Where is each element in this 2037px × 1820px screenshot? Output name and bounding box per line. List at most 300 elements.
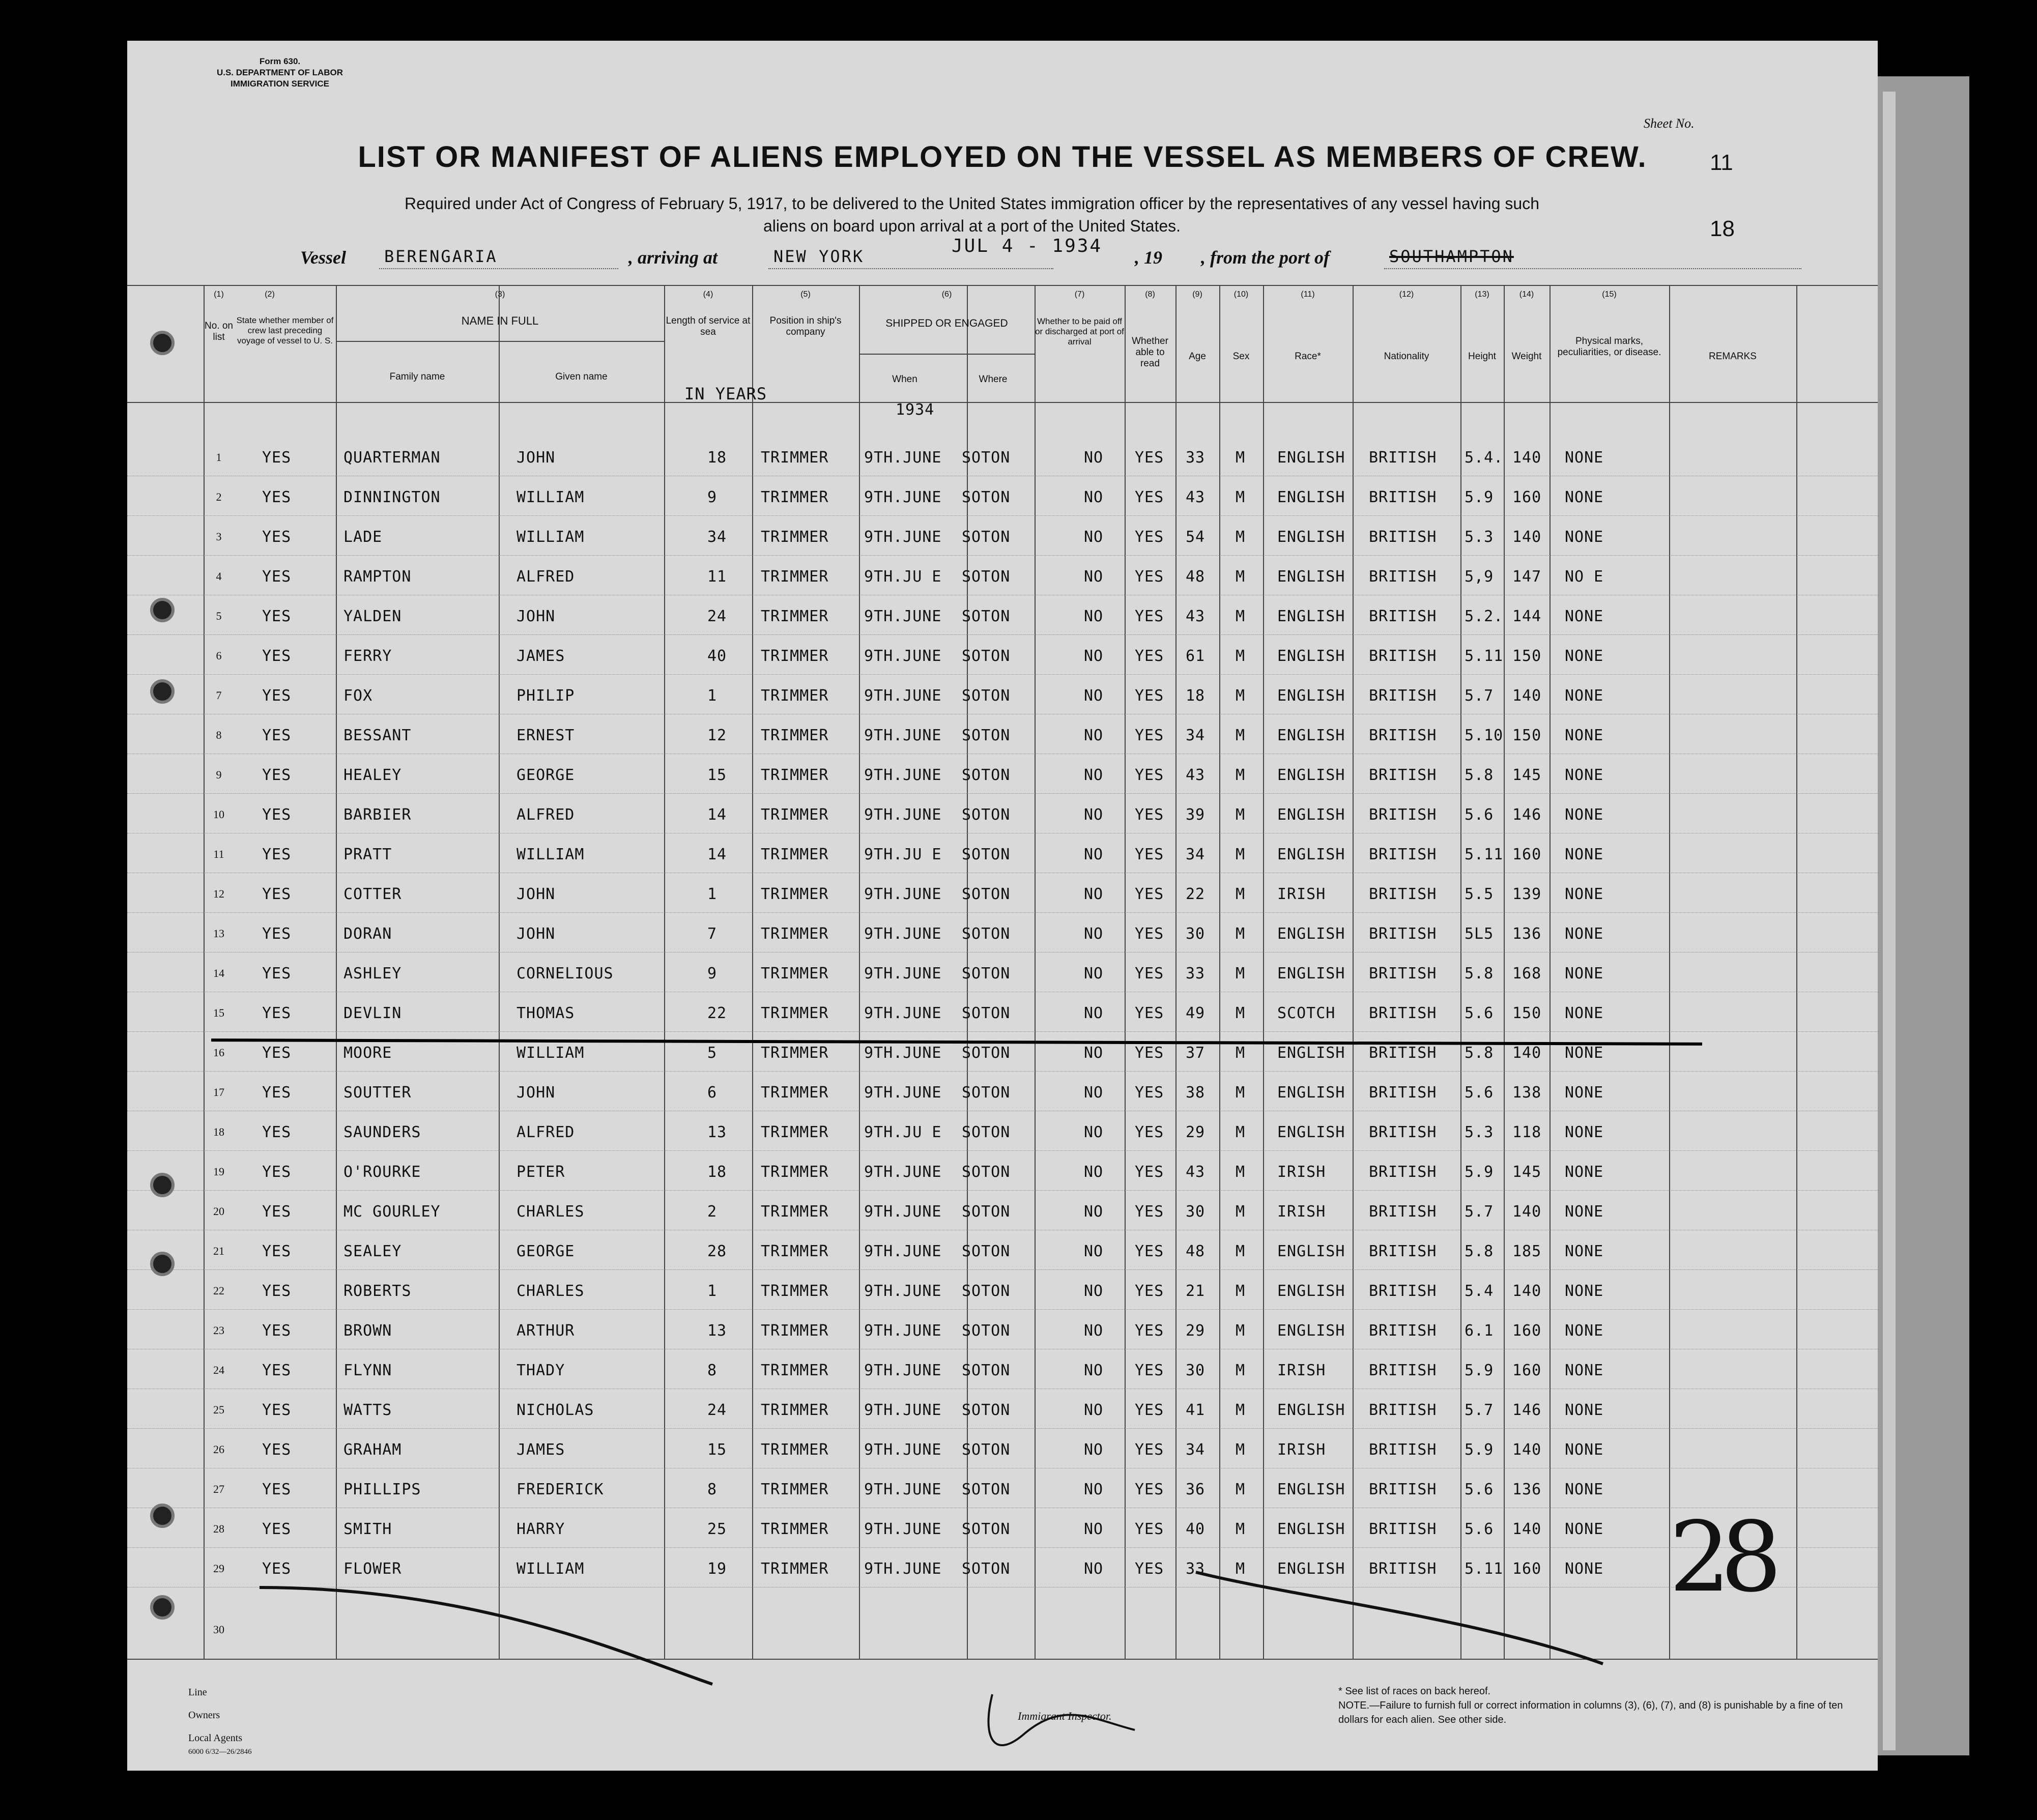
cell-weight: 140 (1512, 1441, 1542, 1459)
cell-sex: M (1236, 449, 1246, 467)
col-age: Age (1189, 351, 1206, 362)
col-race: Race* (1295, 351, 1321, 362)
cell-crew: YES (262, 1004, 292, 1022)
cell-paid: NO (1084, 488, 1104, 506)
cell-family: MOORE (343, 1044, 392, 1062)
cell-when: 9TH.JUNE (864, 528, 942, 546)
side-number-bottom: 18 (1710, 216, 1735, 241)
arrival-port: NEW YORK (773, 247, 865, 266)
cell-family: ROBERTS (343, 1282, 412, 1300)
row-number: 19 (213, 1165, 224, 1178)
col-family-name: Family name (389, 371, 445, 382)
cell-paid: NO (1084, 1362, 1104, 1379)
cell-height: 5.6 (1465, 1481, 1494, 1498)
cell-when: 9TH.JUNE (864, 488, 942, 506)
cell-height: 5.9 (1465, 1441, 1494, 1459)
cell-phys: NONE (1565, 1401, 1604, 1419)
col-num-2: (2) (265, 290, 275, 299)
row-number: 22 (213, 1284, 224, 1297)
cell-read: YES (1135, 925, 1164, 943)
cell-paid: NO (1084, 846, 1104, 863)
binder-hole (150, 1252, 175, 1276)
cell-crew: YES (262, 449, 292, 467)
cell-height: 5.5 (1465, 885, 1494, 903)
cell-nat: BRITISH (1369, 1044, 1437, 1062)
cell-read: YES (1135, 1401, 1164, 1419)
cell-family: SMITH (343, 1520, 392, 1538)
cell-when: 9TH.JUNE (864, 965, 942, 983)
cell-phys: NONE (1565, 727, 1604, 744)
service-name: IMMIGRATION SERVICE (231, 79, 329, 89)
row-number: 25 (213, 1403, 224, 1416)
col-state-whether: State whether member of crew last preceding voyage of vessel to U. S. (236, 315, 334, 345)
cell-given: WILLIAM (517, 846, 585, 863)
cell-where: SOTON (962, 1044, 1011, 1062)
cell-paid: NO (1084, 1441, 1104, 1459)
cell-where: SOTON (962, 1481, 1011, 1498)
cell-sex: M (1236, 1560, 1246, 1578)
cell-given: JOHN (517, 1084, 556, 1102)
cell-paid: NO (1084, 449, 1104, 467)
cell-height: 5.11 (1465, 1560, 1504, 1578)
cell-age: 43 (1186, 608, 1206, 625)
cell-read: YES (1135, 1282, 1164, 1300)
cell-read: YES (1135, 1481, 1164, 1498)
row-number: 16 (213, 1046, 224, 1059)
cell-given: HARRY (517, 1520, 565, 1538)
cell-given: WILLIAM (517, 1560, 585, 1578)
date-stamp: JUL 4 - 1934 (952, 236, 1103, 256)
col-physical: Physical marks, peculiarities, or disease. (1557, 336, 1661, 358)
cell-age: 33 (1186, 1560, 1206, 1578)
cell-when: 9TH.JU E (864, 1123, 942, 1141)
binder-edge-inner (1883, 92, 1896, 1750)
col-num-12: (12) (1399, 290, 1414, 299)
cell-weight: 140 (1512, 687, 1542, 705)
cell-when: 9TH.JUNE (864, 1481, 942, 1498)
cell-age: 29 (1186, 1123, 1206, 1141)
cell-nat: BRITISH (1369, 727, 1437, 744)
cell-age: 38 (1186, 1084, 1206, 1102)
cell-read: YES (1135, 965, 1164, 983)
cell-nat: BRITISH (1369, 1243, 1437, 1260)
cell-years: 15 (707, 766, 727, 784)
cell-crew: YES (262, 1481, 292, 1498)
cell-given: FREDERICK (517, 1481, 604, 1498)
cell-crew: YES (262, 766, 292, 784)
cell-age: 21 (1186, 1282, 1206, 1300)
cell-family: FLOWER (343, 1560, 402, 1578)
cell-given: CHARLES (517, 1203, 585, 1221)
cell-when: 9TH.JUNE (864, 1322, 942, 1340)
cell-paid: NO (1084, 647, 1104, 665)
cell-when: 9TH.JUNE (864, 727, 942, 744)
cell-read: YES (1135, 1203, 1164, 1221)
cell-family: QUARTERMAN (343, 449, 441, 467)
binder-hole (150, 598, 175, 622)
cell-height: 5.7 (1465, 1203, 1494, 1221)
cell-weight: 150 (1512, 647, 1542, 665)
cell-crew: YES (262, 488, 292, 506)
cell-phys: NONE (1565, 1282, 1604, 1300)
cell-phys: NONE (1565, 1481, 1604, 1498)
cell-paid: NO (1084, 1401, 1104, 1419)
cell-where: SOTON (962, 1203, 1011, 1221)
vessel-name: BERENGARIA (384, 247, 498, 266)
cell-weight: 140 (1512, 449, 1542, 467)
cell-when: 9TH.JUNE (864, 1084, 942, 1102)
cell-age: 43 (1186, 1163, 1206, 1181)
cell-height: 6.1 (1465, 1322, 1494, 1340)
cell-when: 9TH.JUNE (864, 766, 942, 784)
cell-age: 34 (1186, 727, 1206, 744)
cell-crew: YES (262, 965, 292, 983)
cell-weight: 160 (1512, 846, 1542, 863)
cell-phys: NONE (1565, 1560, 1604, 1578)
cell-where: SOTON (962, 727, 1011, 744)
cell-years: 13 (707, 1322, 727, 1340)
cell-when: 9TH.JUNE (864, 687, 942, 705)
cell-years: 22 (707, 1004, 727, 1022)
cell-phys: NONE (1565, 1322, 1604, 1340)
row-number: 13 (213, 927, 224, 940)
cell-paid: NO (1084, 528, 1104, 546)
cell-when: 9TH.JUNE (864, 1441, 942, 1459)
col-num-8: (8) (1145, 290, 1155, 299)
cell-sex: M (1236, 608, 1246, 625)
cell-where: SOTON (962, 1560, 1011, 1578)
cell-read: YES (1135, 449, 1164, 467)
cell-race: ENGLISH (1277, 1560, 1345, 1578)
cell-weight: 140 (1512, 528, 1542, 546)
cell-paid: NO (1084, 965, 1104, 983)
cell-paid: NO (1084, 1044, 1104, 1062)
cell-years: 1 (707, 687, 718, 705)
cell-weight: 150 (1512, 1004, 1542, 1022)
cell-height: 5.9 (1465, 1362, 1494, 1379)
cell-race: SCOTCH (1277, 1004, 1336, 1022)
cell-family: FLYNN (343, 1362, 392, 1379)
cell-crew: YES (262, 846, 292, 863)
cell-nat: BRITISH (1369, 1123, 1437, 1141)
cell-read: YES (1135, 647, 1164, 665)
cell-weight: 145 (1512, 1163, 1542, 1181)
cell-sex: M (1236, 1004, 1246, 1022)
cell-race: ENGLISH (1277, 608, 1345, 625)
row-number: 9 (216, 768, 222, 781)
cell-position: TRIMMER (761, 727, 829, 744)
cell-read: YES (1135, 1044, 1164, 1062)
form-number: Form 630. (259, 56, 301, 66)
cell-read: YES (1135, 1084, 1164, 1102)
cell-race: ENGLISH (1277, 806, 1345, 824)
col-num-7: (7) (1074, 290, 1085, 299)
cell-crew: YES (262, 1362, 292, 1379)
cell-when: 9TH.JUNE (864, 1560, 942, 1578)
row-number: 10 (213, 808, 224, 821)
cell-where: SOTON (962, 806, 1011, 824)
cell-race: IRISH (1277, 1441, 1326, 1459)
cell-sex: M (1236, 1123, 1246, 1141)
cell-age: 39 (1186, 806, 1206, 824)
row-number: 8 (216, 729, 222, 741)
cell-family: BROWN (343, 1322, 392, 1340)
cell-weight: 160 (1512, 1560, 1542, 1578)
cell-height: 5.3 (1465, 1123, 1494, 1141)
row-number: 6 (216, 649, 222, 662)
cell-family: GRAHAM (343, 1441, 402, 1459)
cell-where: SOTON (962, 1243, 1011, 1260)
cell-where: SOTON (962, 1282, 1011, 1300)
cell-nat: BRITISH (1369, 608, 1437, 625)
cell-when: 9TH.JUNE (864, 449, 942, 467)
cell-weight: 160 (1512, 488, 1542, 506)
cell-given: WILLIAM (517, 528, 585, 546)
cell-where: SOTON (962, 1084, 1011, 1102)
cell-where: SOTON (962, 528, 1011, 546)
cell-when: 9TH.JUNE (864, 608, 942, 625)
cell-crew: YES (262, 925, 292, 943)
cell-where: SOTON (962, 766, 1011, 784)
cell-weight: 150 (1512, 727, 1542, 744)
cell-race: ENGLISH (1277, 1084, 1345, 1102)
cell-years: 6 (707, 1084, 718, 1102)
cell-position: TRIMMER (761, 965, 829, 983)
cell-weight: 140 (1512, 1282, 1542, 1300)
cell-where: SOTON (962, 568, 1011, 586)
cell-sex: M (1236, 1203, 1246, 1221)
cell-given: THOMAS (517, 1004, 575, 1022)
cell-where: SOTON (962, 608, 1011, 625)
cell-race: ENGLISH (1277, 1123, 1345, 1141)
cell-position: TRIMMER (761, 1401, 829, 1419)
cell-nat: BRITISH (1369, 1441, 1437, 1459)
row-number: 1 (216, 451, 222, 464)
cell-phys: NONE (1565, 1123, 1604, 1141)
cell-paid: NO (1084, 687, 1104, 705)
cell-where: SOTON (962, 687, 1011, 705)
col-num-6: (6) (941, 290, 952, 299)
col-num-4: (4) (703, 290, 713, 299)
cell-phys: NONE (1565, 1203, 1604, 1221)
cell-given: THADY (517, 1362, 565, 1379)
row-number: 14 (213, 967, 224, 979)
cell-weight: 160 (1512, 1322, 1542, 1340)
cell-height: 5,9 (1465, 568, 1494, 586)
subtitle-line-2: aliens on board upon arrival at a port of the United States. (763, 217, 1181, 235)
cell-position: TRIMMER (761, 766, 829, 784)
cell-nat: BRITISH (1369, 965, 1437, 983)
cell-where: SOTON (962, 1362, 1011, 1379)
cell-age: 33 (1186, 449, 1206, 467)
col-num-9: (9) (1192, 290, 1202, 299)
cell-race: ENGLISH (1277, 727, 1345, 744)
row-number: 5 (216, 610, 222, 622)
col-where: Where (979, 374, 1008, 385)
binder-hole (150, 331, 175, 355)
cell-height: 5.6 (1465, 1084, 1494, 1102)
cell-phys: NONE (1565, 449, 1604, 467)
cell-family: SAUNDERS (343, 1123, 421, 1141)
cell-read: YES (1135, 1243, 1164, 1260)
cell-crew: YES (262, 1401, 292, 1419)
cell-sex: M (1236, 687, 1246, 705)
cell-phys: NONE (1565, 1520, 1604, 1538)
row-number: 4 (216, 570, 222, 583)
col-name-in-full: NAME IN FULL (461, 314, 539, 327)
cell-family: FERRY (343, 647, 392, 665)
cell-crew: YES (262, 528, 292, 546)
cell-age: 33 (1186, 965, 1206, 983)
cell-phys: NONE (1565, 608, 1604, 625)
cell-age: 41 (1186, 1401, 1206, 1419)
row-number: 20 (213, 1205, 224, 1218)
cell-phys: NO E (1565, 568, 1604, 586)
row-number: 26 (213, 1443, 224, 1456)
cell-age: 30 (1186, 1362, 1206, 1379)
cell-nat: BRITISH (1369, 488, 1437, 506)
cell-phys: NONE (1565, 885, 1604, 903)
cell-weight: 118 (1512, 1123, 1542, 1141)
cell-age: 34 (1186, 846, 1206, 863)
cell-crew: YES (262, 1520, 292, 1538)
cell-age: 61 (1186, 647, 1206, 665)
cell-height: 5.6 (1465, 806, 1494, 824)
cell-position: TRIMMER (761, 488, 829, 506)
manifest-page (127, 41, 1878, 1771)
cell-weight: 144 (1512, 608, 1542, 625)
binder-hole (150, 1173, 175, 1197)
cell-when: 9TH.JUNE (864, 1163, 942, 1181)
cell-height: 5.8 (1465, 1243, 1494, 1260)
cell-age: 48 (1186, 568, 1206, 586)
cell-position: TRIMMER (761, 806, 829, 824)
cell-crew: YES (262, 647, 292, 665)
col-remarks: REMARKS (1709, 351, 1757, 362)
cell-age: 40 (1186, 1520, 1206, 1538)
cell-age: 29 (1186, 1322, 1206, 1340)
cell-sex: M (1236, 528, 1246, 546)
cell-nat: BRITISH (1369, 647, 1437, 665)
cell-position: TRIMMER (761, 925, 829, 943)
row-number: 18 (213, 1125, 224, 1138)
cell-paid: NO (1084, 885, 1104, 903)
cell-sex: M (1236, 925, 1246, 943)
cell-age: 36 (1186, 1481, 1206, 1498)
races-note: * See list of races on back hereof. (1338, 1686, 1491, 1697)
cell-age: 34 (1186, 1441, 1206, 1459)
cell-position: TRIMMER (761, 1044, 829, 1062)
cell-years: 7 (707, 925, 718, 943)
cell-years: 28 (707, 1243, 727, 1260)
cell-paid: NO (1084, 1282, 1104, 1300)
cell-height: 5.7 (1465, 687, 1494, 705)
cell-years: 24 (707, 608, 727, 625)
department-name: U.S. DEPARTMENT OF LABOR (216, 68, 343, 77)
cell-when: 9TH.JUNE (864, 1401, 942, 1419)
cell-paid: NO (1084, 1322, 1104, 1340)
row-number: 11 (213, 848, 224, 860)
cell-years: 12 (707, 727, 727, 744)
cell-read: YES (1135, 488, 1164, 506)
cell-height: 5.3 (1465, 528, 1494, 546)
cell-height: 5.4. (1465, 449, 1504, 467)
cell-where: SOTON (962, 846, 1011, 863)
cell-read: YES (1135, 727, 1164, 744)
cell-race: IRISH (1277, 1163, 1326, 1181)
cell-when: 9TH.JUNE (864, 1520, 942, 1538)
col-no-on-list: No. on list (205, 321, 233, 342)
empty-row-number: 30 (213, 1623, 224, 1636)
cell-years: 40 (707, 647, 727, 665)
cell-phys: NONE (1565, 687, 1604, 705)
cell-read: YES (1135, 1560, 1164, 1578)
cell-position: TRIMMER (761, 1322, 829, 1340)
cell-height: 5.9 (1465, 1163, 1494, 1181)
cell-paid: NO (1084, 1004, 1104, 1022)
cell-height: 5L5 (1465, 925, 1494, 943)
row-number: 2 (216, 490, 222, 503)
cell-race: ENGLISH (1277, 1322, 1345, 1340)
cell-nat: BRITISH (1369, 528, 1437, 546)
cell-position: TRIMMER (761, 1481, 829, 1498)
cell-race: ENGLISH (1277, 568, 1345, 586)
cell-family: O'ROURKE (343, 1163, 421, 1181)
cell-paid: NO (1084, 1163, 1104, 1181)
cell-nat: BRITISH (1369, 1163, 1437, 1181)
cell-where: SOTON (962, 925, 1011, 943)
cell-crew: YES (262, 806, 292, 824)
cell-crew: YES (262, 1243, 292, 1260)
cell-family: WATTS (343, 1401, 392, 1419)
cell-sex: M (1236, 1362, 1246, 1379)
cell-crew: YES (262, 1441, 292, 1459)
cell-when: 9TH.JUNE (864, 1044, 942, 1062)
cell-when: 9TH.JUNE (864, 1004, 942, 1022)
cell-weight: 138 (1512, 1084, 1542, 1102)
cell-nat: BRITISH (1369, 1004, 1437, 1022)
cell-paid: NO (1084, 1243, 1104, 1260)
cell-crew: YES (262, 885, 292, 903)
cell-nat: BRITISH (1369, 568, 1437, 586)
cell-position: TRIMMER (761, 1163, 829, 1181)
col-position: Position in ship's company (769, 315, 842, 337)
cell-crew: YES (262, 1044, 292, 1062)
cell-read: YES (1135, 1004, 1164, 1022)
year-label: , 19 (1135, 247, 1162, 268)
cell-given: ERNEST (517, 727, 575, 744)
binder-hole (150, 679, 175, 704)
cell-family: YALDEN (343, 608, 402, 625)
cell-when: 9TH.JUNE (864, 647, 942, 665)
cell-when: 9TH.JU E (864, 846, 942, 863)
col-height: Height (1468, 351, 1496, 362)
cell-sex: M (1236, 806, 1246, 824)
cell-years: 15 (707, 1441, 727, 1459)
cell-family: BARBIER (343, 806, 412, 824)
cell-weight: 140 (1512, 1203, 1542, 1221)
cell-years: 25 (707, 1520, 727, 1538)
cell-nat: BRITISH (1369, 885, 1437, 903)
row-number: 29 (213, 1562, 224, 1575)
row-number: 27 (213, 1483, 224, 1495)
col-paid-off: Whether to be paid off or discharged at port of arrival (1035, 316, 1124, 346)
cell-years: 5 (707, 1044, 718, 1062)
cell-family: DINNINGTON (343, 488, 441, 506)
cell-height: 5.6 (1465, 1004, 1494, 1022)
cell-age: 43 (1186, 766, 1206, 784)
cell-race: ENGLISH (1277, 687, 1345, 705)
